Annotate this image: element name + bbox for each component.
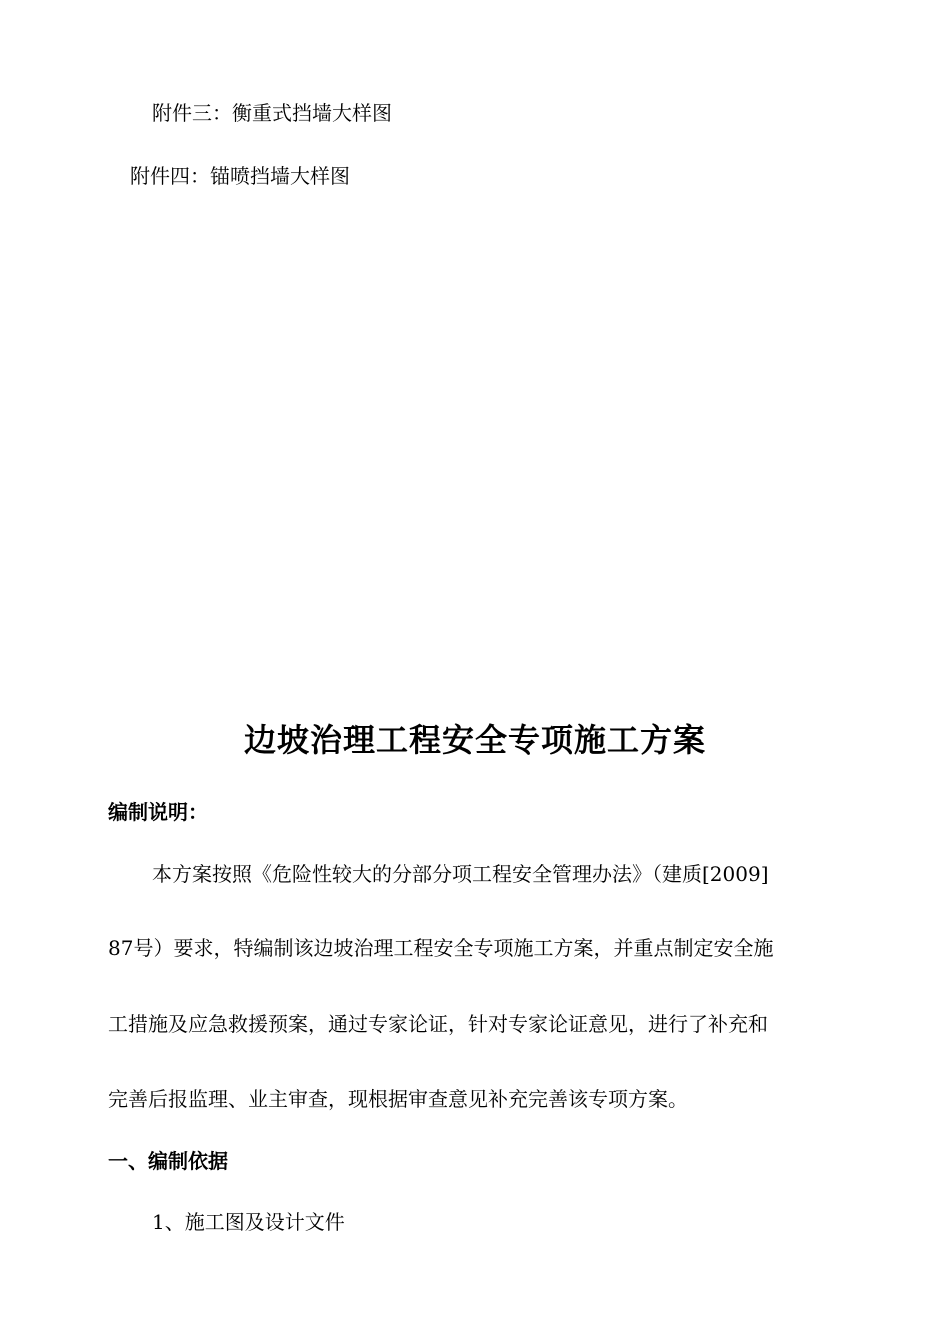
section-1-item-1: 1、施工图及设计文件: [152, 1210, 345, 1234]
compile-note-line-1: 本方案按照《危险性较大的分部分项工程安全管理办法》（建质[2009]: [152, 862, 769, 886]
compile-note-heading: 编制说明：: [108, 800, 208, 824]
document-title: 边坡治理工程安全专项施工方案: [243, 721, 706, 759]
compile-note-line-4: 完善后报监理、业主审查，现根据审查意见补充完善该专项方案。: [108, 1087, 688, 1111]
compile-note-line-3: 工措施及应急救援预案，通过专家论证，针对专家论证意见，进行了补充和: [108, 1012, 768, 1036]
section-1-heading: 一、编制依据: [108, 1149, 228, 1173]
attachment-4-line: 附件四：锚喷挡墙大样图: [130, 164, 350, 188]
attachment-3-line: 附件三：衡重式挡墙大样图: [152, 101, 392, 125]
compile-note-line-2: 87号）要求，特编制该边坡治理工程安全专项施工方案，并重点制定安全施: [108, 936, 774, 960]
